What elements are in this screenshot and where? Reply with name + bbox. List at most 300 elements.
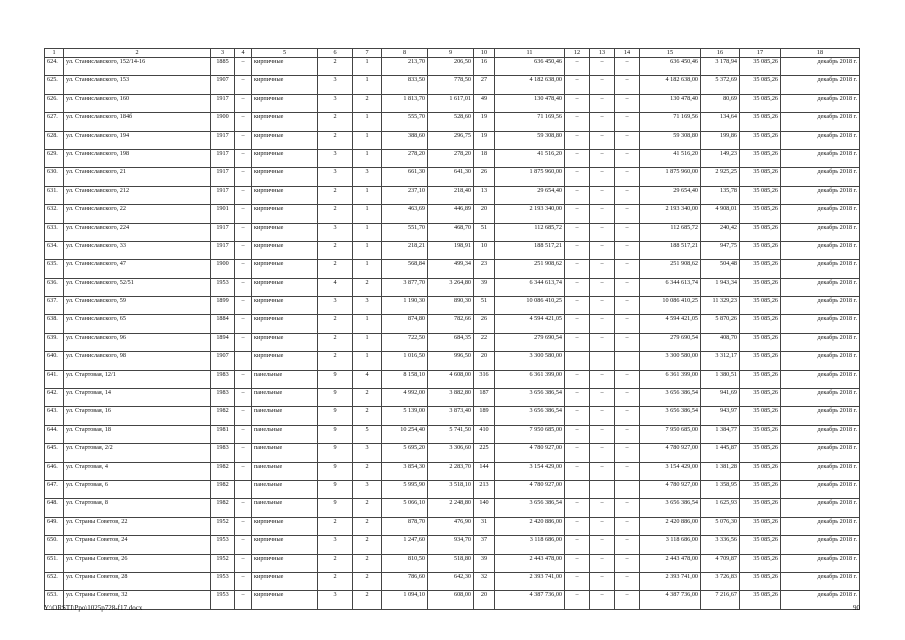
address-cell: ул. Станиславского, 198 [64,149,211,167]
col12-cell: – [565,297,590,315]
norm-cost-cell: 35 085,26 [740,444,781,462]
deadline-cell: декабрь 2018 г. [781,389,860,407]
floors-cell: 9 [318,370,353,388]
living-area-cell: 3 306,60 [428,444,474,462]
row-number-cell: 651. [45,554,64,572]
total-area-cell: 833,50 [382,76,428,94]
entrances-cell: 3 [353,168,382,186]
deadline-cell: декабрь 2018 г. [781,499,860,517]
table-row [45,223,860,241]
address-cell: ул. Станиславского, 212 [64,186,211,204]
cost-cell: 279 690,54 [495,333,565,351]
total-cost-cell: 4 780 927,00 [640,444,701,462]
wall-material-cell: кирпичные [252,94,318,112]
col13-cell: – [590,113,615,131]
year-cell: 1952 [211,517,235,535]
row-number-cell: 628. [45,131,64,149]
cost-cell: 71 169,56 [495,113,565,131]
living-area-cell: 5 741,50 [428,425,474,443]
wall-material-cell: кирпичные [252,241,318,259]
residents-cell: 23 [474,260,495,278]
cost-cell: 3 656 386,54 [495,407,565,425]
cost-per-area-cell: 7 216,67 [701,591,740,609]
year-cell: 1982 [211,480,235,498]
norm-cost-cell: 35 085,26 [740,58,781,76]
entrances-cell: 3 [353,480,382,498]
cost-cell: 4 594 421,05 [495,315,565,333]
col4-cell: – [235,536,252,554]
col13-cell: – [590,536,615,554]
address-cell: ул. Страны Советов, 26 [64,554,211,572]
deadline-cell: декабрь 2018 г. [781,168,860,186]
wall-material-cell: панельные [252,389,318,407]
address-cell: ул. Стартовая, 4 [64,462,211,480]
col14-cell: – [615,407,640,425]
total-cost-cell: 636 450,46 [640,58,701,76]
address-cell: ул. Стартовая, 12/1 [64,370,211,388]
cost-per-area-cell: 5 870,26 [701,315,740,333]
wall-material-cell: кирпичные [252,58,318,76]
total-cost-cell: 7 950 685,00 [640,425,701,443]
cost-per-area-cell: 1 625,93 [701,499,740,517]
cost-per-area-cell: 135,78 [701,186,740,204]
col14-cell: – [615,58,640,76]
year-cell: 1900 [211,260,235,278]
wall-material-cell: панельные [252,499,318,517]
col14-cell: – [615,113,640,131]
cost-per-area-cell: 3 726,83 [701,572,740,590]
deadline-cell: декабрь 2018 г. [781,76,860,94]
row-number-cell: 640. [45,352,64,370]
table-row [45,205,860,223]
table-row [45,131,860,149]
deadline-cell: декабрь 2018 г. [781,113,860,131]
table-row [45,462,860,480]
col12-cell: – [565,370,590,388]
norm-cost-cell: 35 085,26 [740,186,781,204]
deadline-cell: декабрь 2018 г. [781,131,860,149]
deadline-cell: декабрь 2018 г. [781,297,860,315]
total-cost-cell: 3 154 429,00 [640,462,701,480]
total-cost-cell: 3 656 386,54 [640,499,701,517]
row-number-cell: 629. [45,149,64,167]
col14-cell: – [615,444,640,462]
col14-cell [615,352,640,370]
total-area-cell: 388,60 [382,131,428,149]
floors-cell: 9 [318,480,353,498]
deadline-cell: декабрь 2018 г. [781,333,860,351]
living-area-cell: 934,70 [428,536,474,554]
residents-cell: 140 [474,499,495,517]
floors-cell: 9 [318,407,353,425]
row-number-cell: 643. [45,407,64,425]
address-cell: ул. Станиславского, 65 [64,315,211,333]
floors-cell: 2 [318,352,353,370]
table-row [45,94,860,112]
col4-cell: – [235,58,252,76]
entrances-cell: 1 [353,205,382,223]
living-area-cell: 4 608,00 [428,370,474,388]
entrances-cell: 2 [353,536,382,554]
col12-cell: – [565,517,590,535]
year-cell: 1982 [211,462,235,480]
total-cost-cell: 4 387 736,00 [640,591,701,609]
floors-cell: 2 [318,517,353,535]
wall-material-cell: кирпичные [252,315,318,333]
cost-cell: 6 361 399,00 [495,370,565,388]
entrances-cell: 1 [353,113,382,131]
residents-cell: 20 [474,352,495,370]
cost-cell: 3 154 429,00 [495,462,565,480]
col12-cell: – [565,186,590,204]
col12-cell: – [565,76,590,94]
entrances-cell: 2 [353,591,382,609]
total-area-cell: 5 995,90 [382,480,428,498]
column-number-row [45,49,860,58]
norm-cost-cell: 35 085,26 [740,517,781,535]
cost-cell: 6 344 613,74 [495,278,565,296]
residents-cell: 27 [474,76,495,94]
cost-cell: 3 118 686,00 [495,536,565,554]
deadline-cell: декабрь 2018 г. [781,315,860,333]
total-area-cell: 213,70 [382,58,428,76]
total-area-cell: 3 877,70 [382,278,428,296]
entrances-cell: 2 [353,554,382,572]
total-area-cell: 3 854,30 [382,462,428,480]
deadline-cell: декабрь 2018 г. [781,260,860,278]
norm-cost-cell: 35 085,26 [740,352,781,370]
total-cost-cell: 10 086 410,25 [640,297,701,315]
norm-cost-cell: 35 085,26 [740,168,781,186]
address-cell: ул. Стартовая, 8 [64,499,211,517]
wall-material-cell: кирпичные [252,352,318,370]
entrances-cell: 2 [353,499,382,517]
col4-cell: – [235,241,252,259]
col14-cell: – [615,536,640,554]
total-cost-cell: 251 908,62 [640,260,701,278]
col4-cell: – [235,499,252,517]
col12-cell: – [565,389,590,407]
row-number-cell: 633. [45,223,64,241]
norm-cost-cell: 35 085,26 [740,572,781,590]
total-cost-cell: 59 308,80 [640,131,701,149]
wall-material-cell: кирпичные [252,223,318,241]
row-number-cell: 653. [45,591,64,609]
living-area-cell: 2 248,80 [428,499,474,517]
living-area-cell: 218,40 [428,186,474,204]
cost-per-area-cell: 134,64 [701,113,740,131]
total-area-cell: 878,70 [382,517,428,535]
col13-cell: – [590,407,615,425]
wall-material-cell: кирпичные [252,149,318,167]
residents-cell: 39 [474,554,495,572]
year-cell: 1983 [211,444,235,462]
year-cell: 1953 [211,591,235,609]
deadline-cell: декабрь 2018 г. [781,554,860,572]
residents-cell: 213 [474,480,495,498]
cost-cell: 636 450,46 [495,58,565,76]
floors-cell: 2 [318,315,353,333]
cost-per-area-cell: 5 076,30 [701,517,740,535]
col12-cell: – [565,205,590,223]
col13-cell: – [590,591,615,609]
norm-cost-cell: 35 085,26 [740,554,781,572]
col14-cell: – [615,389,640,407]
cost-cell: 59 308,80 [495,131,565,149]
total-area-cell: 278,20 [382,149,428,167]
col4-cell: – [235,168,252,186]
cost-per-area-cell: 947,75 [701,241,740,259]
residents-cell: 20 [474,205,495,223]
col4-cell: – [235,572,252,590]
entrances-cell: 1 [353,186,382,204]
row-number-cell: 638. [45,315,64,333]
entrances-cell: 1 [353,333,382,351]
address-cell: ул. Станиславского, 33 [64,241,211,259]
year-cell: 1983 [211,370,235,388]
norm-cost-cell: 35 085,26 [740,591,781,609]
cost-cell: 2 193 340,00 [495,205,565,223]
col4-cell: – [235,591,252,609]
cost-per-area-cell: 1 445,87 [701,444,740,462]
total-area-cell: 1 094,10 [382,591,428,609]
col4-cell: – [235,278,252,296]
table-row [45,315,860,333]
col13-cell: – [590,278,615,296]
norm-cost-cell: 35 085,26 [740,425,781,443]
footer-page-number: 90 [853,604,860,612]
norm-cost-cell: 35 085,26 [740,260,781,278]
table-row [45,58,860,76]
col14-cell: – [615,554,640,572]
row-number-cell: 632. [45,205,64,223]
table-row [45,149,860,167]
wall-material-cell: кирпичные [252,333,318,351]
cost-per-area-cell: 2 925,25 [701,168,740,186]
cost-per-area-cell: 4 908,01 [701,205,740,223]
deadline-cell: декабрь 2018 г. [781,149,860,167]
deadline-cell: декабрь 2018 г. [781,278,860,296]
col14-cell: – [615,205,640,223]
col4-cell: – [235,370,252,388]
table-row [45,536,860,554]
column-number-header: 1 [45,49,64,58]
column-number-header: 7 [353,49,382,58]
col12-cell [565,352,590,370]
col4-cell: – [235,205,252,223]
residents-cell: 32 [474,572,495,590]
table-row [45,499,860,517]
total-cost-cell: 41 516,20 [640,149,701,167]
column-number-header: 15 [640,49,701,58]
living-area-cell: 2 283,70 [428,462,474,480]
table-row [45,480,860,498]
living-area-cell: 206,50 [428,58,474,76]
deadline-cell: декабрь 2018 г. [781,186,860,204]
total-area-cell: 1 190,30 [382,297,428,315]
col12-cell: – [565,462,590,480]
col4-cell: – [235,517,252,535]
col14-cell: – [615,370,640,388]
col14-cell: – [615,315,640,333]
col4-cell: – [235,94,252,112]
entrances-cell: 1 [353,241,382,259]
table-row [45,278,860,296]
cost-per-area-cell: 1 384,77 [701,425,740,443]
total-cost-cell: 71 169,56 [640,113,701,131]
col13-cell: – [590,462,615,480]
deadline-cell: декабрь 2018 г. [781,462,860,480]
floors-cell: 9 [318,462,353,480]
table-row [45,333,860,351]
cost-cell: 130 478,40 [495,94,565,112]
entrances-cell: 5 [353,425,382,443]
col4-cell: – [235,149,252,167]
wall-material-cell: панельные [252,407,318,425]
row-number-cell: 630. [45,168,64,186]
col4-cell: – [235,186,252,204]
total-area-cell: 661,30 [382,168,428,186]
row-number-cell: 631. [45,186,64,204]
living-area-cell: 3 882,80 [428,389,474,407]
row-number-cell: 635. [45,260,64,278]
year-cell: 1907 [211,76,235,94]
floors-cell: 9 [318,389,353,407]
norm-cost-cell: 35 085,26 [740,149,781,167]
cost-per-area-cell: 941,69 [701,389,740,407]
residents-cell: 19 [474,113,495,131]
cost-per-area-cell: 3 336,56 [701,536,740,554]
col12-cell: – [565,131,590,149]
col13-cell [590,480,615,498]
address-cell: ул. Стартовая, 16 [64,407,211,425]
total-cost-cell: 2 193 340,00 [640,205,701,223]
cost-cell: 41 516,20 [495,149,565,167]
col4-cell: – [235,389,252,407]
col14-cell: – [615,591,640,609]
address-cell: ул. Страны Советов, 32 [64,591,211,609]
col14-cell: – [615,462,640,480]
col12-cell: – [565,554,590,572]
col14-cell: – [615,333,640,351]
floors-cell: 3 [318,297,353,315]
year-cell: 1917 [211,94,235,112]
residents-cell: 19 [474,131,495,149]
year-cell: 1981 [211,425,235,443]
table-row [45,591,860,609]
footer-file-path: Y:\ORSTI\Ppo\1025p728-f17.docx [44,604,143,612]
total-cost-cell: 112 685,72 [640,223,701,241]
col4-cell: – [235,444,252,462]
living-area-cell: 198,91 [428,241,474,259]
cost-cell: 29 654,40 [495,186,565,204]
col13-cell: – [590,572,615,590]
cost-per-area-cell: 5 372,69 [701,76,740,94]
total-cost-cell: 2 443 478,00 [640,554,701,572]
col4-cell: – [235,131,252,149]
total-area-cell: 1 016,50 [382,352,428,370]
total-area-cell: 551,70 [382,223,428,241]
total-area-cell: 5 139,00 [382,407,428,425]
col14-cell: – [615,223,640,241]
table-row [45,572,860,590]
cost-cell: 112 685,72 [495,223,565,241]
col12-cell: – [565,499,590,517]
col4-cell [235,352,252,370]
col12-cell: – [565,278,590,296]
total-cost-cell: 279 690,54 [640,333,701,351]
total-area-cell: 555,70 [382,113,428,131]
table-body [45,58,860,610]
table-row [45,389,860,407]
entrances-cell: 1 [353,352,382,370]
living-area-cell: 3 264,80 [428,278,474,296]
residents-cell: 39 [474,278,495,296]
residents-cell: 26 [474,168,495,186]
table-row [45,352,860,370]
wall-material-cell: кирпичные [252,297,318,315]
deadline-cell: декабрь 2018 г. [781,58,860,76]
col12-cell: – [565,260,590,278]
col13-cell: – [590,370,615,388]
total-cost-cell: 4 780 927,00 [640,480,701,498]
row-number-cell: 642. [45,389,64,407]
cost-cell: 2 420 886,00 [495,517,565,535]
residents-cell: 189 [474,407,495,425]
norm-cost-cell: 35 085,26 [740,407,781,425]
living-area-cell: 296,75 [428,131,474,149]
total-area-cell: 568,84 [382,260,428,278]
entrances-cell: 2 [353,94,382,112]
living-area-cell: 278,20 [428,149,474,167]
col14-cell: – [615,168,640,186]
table-row [45,407,860,425]
year-cell: 1982 [211,499,235,517]
col14-cell: – [615,499,640,517]
address-cell: ул. Станиславского, 224 [64,223,211,241]
col12-cell: – [565,113,590,131]
address-cell: ул. Станиславского, 98 [64,352,211,370]
row-number-cell: 625. [45,76,64,94]
col12-cell: – [565,223,590,241]
column-number-header: 6 [318,49,353,58]
address-cell: ул. Страны Советов, 24 [64,536,211,554]
col4-cell: – [235,260,252,278]
cost-cell: 3 656 386,54 [495,499,565,517]
table-row [45,260,860,278]
address-cell: ул. Стартовая, 14 [64,389,211,407]
address-cell: ул. Станиславского, 21 [64,168,211,186]
cost-per-area-cell: 1 381,28 [701,462,740,480]
col13-cell: – [590,517,615,535]
table-row [45,186,860,204]
cost-per-area-cell: 1 380,51 [701,370,740,388]
cost-per-area-cell: 504,48 [701,260,740,278]
cost-per-area-cell: 149,23 [701,149,740,167]
column-number-header: 14 [615,49,640,58]
wall-material-cell: кирпичные [252,572,318,590]
col14-cell: – [615,241,640,259]
column-number-header: 2 [64,49,211,58]
floors-cell: 3 [318,149,353,167]
col4-cell [235,480,252,498]
total-cost-cell: 6 344 613,74 [640,278,701,296]
col4-cell: – [235,76,252,94]
column-number-header: 9 [428,49,474,58]
cost-cell: 2 393 741,00 [495,572,565,590]
residents-cell: 187 [474,389,495,407]
norm-cost-cell: 35 085,26 [740,370,781,388]
